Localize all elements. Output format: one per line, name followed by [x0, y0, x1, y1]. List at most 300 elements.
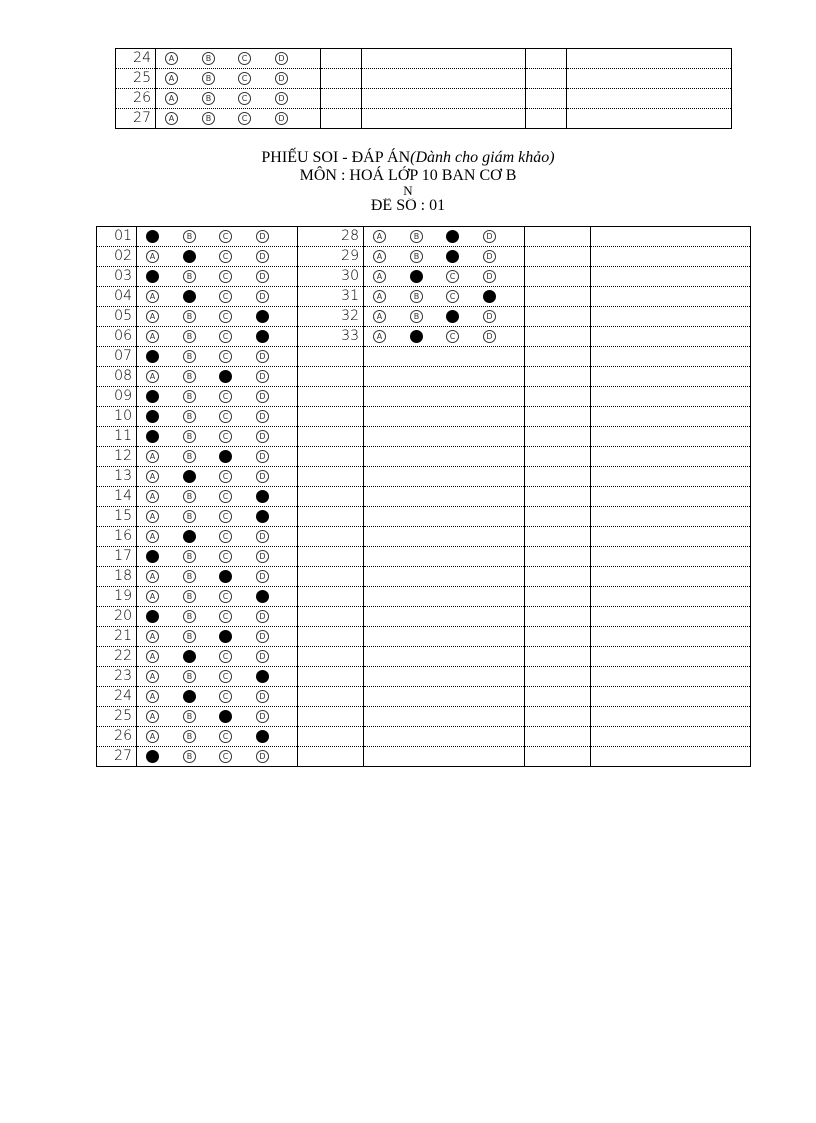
question-number [298, 347, 364, 367]
empty-cell [362, 69, 526, 89]
empty-cell [362, 109, 526, 129]
question-number: 28 [298, 227, 364, 247]
answer-bubble-option: B [410, 310, 423, 323]
answer-bubble-selected [183, 690, 196, 703]
answer-bubble-option: A [146, 470, 159, 483]
answer-bubbles [364, 247, 525, 267]
question-number [298, 687, 364, 707]
answer-bubbles [137, 427, 298, 447]
empty-cell [525, 687, 591, 707]
answer-bubble-option: C [219, 510, 232, 523]
answer-bubble-selected [256, 330, 269, 343]
table-row [97, 267, 751, 287]
answer-bubble-selected [183, 650, 196, 663]
answer-bubbles [137, 507, 298, 527]
answer-bubble-selected [146, 550, 159, 563]
answer-bubble-option: D [256, 430, 269, 443]
answer-bubble-selected [256, 670, 269, 683]
empty-cell [525, 747, 591, 767]
answer-bubble-option: C [219, 690, 232, 703]
table-row [97, 327, 751, 347]
question-number: 07 [97, 347, 137, 367]
empty-cell [591, 267, 751, 287]
answer-bubbles [364, 407, 525, 427]
answer-bubbles [137, 607, 298, 627]
empty-cell [591, 587, 751, 607]
answer-bubble-option: B [202, 72, 215, 85]
answer-bubble-option: B [183, 590, 196, 603]
empty-cell [526, 69, 567, 89]
answer-bubble-option: C [219, 590, 232, 603]
empty-cell [321, 109, 362, 129]
answer-bubbles [137, 707, 298, 727]
answer-bubble-option: D [256, 250, 269, 263]
empty-cell [591, 367, 751, 387]
empty-cell [591, 567, 751, 587]
answer-bubbles [137, 367, 298, 387]
question-number: 12 [97, 447, 137, 467]
answer-bubbles [364, 427, 525, 447]
empty-cell [525, 467, 591, 487]
answer-bubbles [364, 747, 525, 767]
answer-bubble-selected [219, 450, 232, 463]
empty-cell [591, 307, 751, 327]
answer-bubbles [364, 507, 525, 527]
question-number: 26 [116, 89, 156, 109]
answer-bubble-option: A [146, 730, 159, 743]
answer-bubble-option: C [219, 230, 232, 243]
answer-bubble-option: B [183, 750, 196, 763]
answer-bubble-option: D [256, 270, 269, 283]
empty-cell [525, 367, 591, 387]
answer-bubbles [137, 627, 298, 647]
answer-bubble-option: A [146, 650, 159, 663]
question-number: 32 [298, 307, 364, 327]
question-number: 24 [116, 49, 156, 69]
exam-code: ĐỀ SỐ : 01 [370, 198, 446, 212]
question-number [298, 487, 364, 507]
empty-cell [591, 427, 751, 447]
empty-cell [525, 407, 591, 427]
answer-bubbles [137, 567, 298, 587]
answer-bubble-option: D [256, 450, 269, 463]
answer-bubble-selected [219, 710, 232, 723]
question-number [298, 367, 364, 387]
empty-cell [567, 89, 732, 109]
empty-cell [591, 667, 751, 687]
answer-bubble-option: A [146, 310, 159, 323]
empty-cell [525, 387, 591, 407]
question-number [298, 467, 364, 487]
answer-bubble-selected [146, 350, 159, 363]
question-number: 27 [97, 747, 137, 767]
empty-cell [525, 287, 591, 307]
table-row [97, 527, 751, 547]
question-number: 30 [298, 267, 364, 287]
answer-bubble-option: D [483, 310, 496, 323]
answer-bubbles [364, 567, 525, 587]
empty-cell [591, 507, 751, 527]
empty-cell [591, 727, 751, 747]
empty-cell [591, 707, 751, 727]
question-number: 25 [116, 69, 156, 89]
answer-bubbles [364, 367, 525, 387]
empty-cell [525, 587, 591, 607]
answer-bubbles [137, 327, 298, 347]
answer-bubble-option: C [446, 330, 459, 343]
answer-bubble-option: B [183, 570, 196, 583]
answer-bubbles [137, 407, 298, 427]
title-note: (Dành cho giám khảo) [410, 149, 555, 166]
empty-cell [591, 347, 751, 367]
answer-bubble-option: A [373, 310, 386, 323]
answer-bubble-option: D [256, 650, 269, 663]
answer-bubble-option: B [183, 730, 196, 743]
question-number: 09 [97, 387, 137, 407]
table-row [97, 587, 751, 607]
answer-bubble-option: C [219, 610, 232, 623]
answer-bubble-option: C [238, 112, 251, 125]
answer-bubble-option: D [256, 690, 269, 703]
answer-bubble-option: C [219, 550, 232, 563]
question-number: 31 [298, 287, 364, 307]
answer-bubbles [364, 667, 525, 687]
empty-cell [525, 607, 591, 627]
question-number: 10 [97, 407, 137, 427]
empty-cell [591, 687, 751, 707]
answer-bubble-option: A [165, 72, 178, 85]
answer-bubble-option: C [219, 290, 232, 303]
empty-cell [525, 487, 591, 507]
answer-bubbles [364, 287, 525, 307]
empty-cell [526, 49, 567, 69]
answer-bubble-option: B [410, 290, 423, 303]
table-row [97, 467, 751, 487]
question-number: 04 [97, 287, 137, 307]
answer-bubble-option: C [219, 470, 232, 483]
answer-bubble-option: A [146, 690, 159, 703]
answer-bubble-option: D [256, 550, 269, 563]
question-number: 14 [97, 487, 137, 507]
answer-bubble-option: A [373, 270, 386, 283]
answer-bubbles [137, 747, 298, 767]
answer-bubbles [137, 527, 298, 547]
table-row [97, 347, 751, 367]
empty-cell [525, 727, 591, 747]
answer-bubble-option: D [483, 270, 496, 283]
table-row [97, 387, 751, 407]
answer-bubbles [364, 327, 525, 347]
answer-bubbles [364, 727, 525, 747]
answer-bubble-option: C [238, 52, 251, 65]
answer-bubble-option: D [275, 52, 288, 65]
answer-bubble-option: A [373, 290, 386, 303]
table-row [97, 427, 751, 447]
answer-bubbles [137, 347, 298, 367]
answer-bubbles [364, 487, 525, 507]
question-number [298, 447, 364, 467]
sheet-title [0, 150, 816, 166]
answer-bubbles [137, 487, 298, 507]
answer-bubble-option: A [373, 250, 386, 263]
question-number [298, 587, 364, 607]
answer-bubbles [364, 347, 525, 367]
question-number: 33 [298, 327, 364, 347]
question-number [298, 707, 364, 727]
answer-bubbles [137, 587, 298, 607]
top-table-body [116, 49, 732, 129]
empty-cell [591, 527, 751, 547]
table-row [97, 647, 751, 667]
answer-bubble-option: C [219, 390, 232, 403]
empty-cell [591, 747, 751, 767]
empty-cell [525, 227, 591, 247]
question-number: 26 [97, 727, 137, 747]
question-number: 16 [97, 527, 137, 547]
empty-cell [591, 227, 751, 247]
top-answer-table [115, 48, 732, 129]
answer-bubble-option: A [146, 490, 159, 503]
answer-bubbles [364, 687, 525, 707]
empty-cell [362, 49, 526, 69]
answer-bubble-option: D [256, 530, 269, 543]
answer-bubble-option: A [165, 112, 178, 125]
answer-bubble-selected [446, 230, 459, 243]
answer-bubble-option: C [238, 72, 251, 85]
answer-bubble-option: B [183, 550, 196, 563]
question-number [298, 547, 364, 567]
empty-cell [525, 647, 591, 667]
empty-cell [591, 287, 751, 307]
answer-bubbles [137, 287, 298, 307]
empty-cell [525, 427, 591, 447]
answer-bubble-selected [446, 250, 459, 263]
question-number: 03 [97, 267, 137, 287]
answer-bubbles [137, 727, 298, 747]
answer-bubble-option: B [183, 330, 196, 343]
answer-bubble-selected [256, 730, 269, 743]
answer-bubble-selected [146, 270, 159, 283]
answer-bubble-selected [183, 290, 196, 303]
answer-bubble-option: C [219, 410, 232, 423]
empty-cell [321, 89, 362, 109]
answer-bubble-option: B [183, 430, 196, 443]
question-number: 13 [97, 467, 137, 487]
question-number [298, 647, 364, 667]
question-number: 21 [97, 627, 137, 647]
answer-bubble-selected [146, 430, 159, 443]
empty-cell [525, 307, 591, 327]
question-number [298, 627, 364, 647]
answer-bubble-option: B [183, 490, 196, 503]
answer-bubble-option: D [256, 230, 269, 243]
answer-bubble-option: B [183, 310, 196, 323]
answer-bubbles [364, 467, 525, 487]
empty-cell [525, 547, 591, 567]
answer-bubble-selected [183, 250, 196, 263]
answer-bubble-selected [256, 310, 269, 323]
empty-cell [567, 69, 732, 89]
table-row [97, 367, 751, 387]
empty-cell [591, 487, 751, 507]
answer-bubble-option: C [219, 490, 232, 503]
answer-bubble-option: C [219, 270, 232, 283]
table-row [97, 307, 751, 327]
question-number: 02 [97, 247, 137, 267]
answer-bubbles [364, 627, 525, 647]
answer-bubble-option: B [202, 52, 215, 65]
answer-bubbles [364, 587, 525, 607]
answer-bubble-option: B [183, 450, 196, 463]
question-number: 19 [97, 587, 137, 607]
empty-cell [591, 647, 751, 667]
answer-bubble-selected [183, 470, 196, 483]
answer-bubble-option: B [410, 230, 423, 243]
question-number: 15 [97, 507, 137, 527]
question-number: 22 [97, 647, 137, 667]
empty-cell [525, 447, 591, 467]
answer-bubble-option: D [275, 72, 288, 85]
empty-cell [591, 627, 751, 647]
answer-bubble-selected [146, 230, 159, 243]
answer-bubble-option: A [373, 230, 386, 243]
empty-cell [525, 627, 591, 647]
answer-bubble-selected [146, 610, 159, 623]
answer-bubble-option: A [146, 370, 159, 383]
answer-bubble-option: A [146, 250, 159, 263]
empty-cell [525, 527, 591, 547]
answer-bubble-selected [256, 510, 269, 523]
answer-bubble-option: D [256, 630, 269, 643]
table-row [97, 707, 751, 727]
answer-bubble-option: D [256, 290, 269, 303]
answer-bubbles [137, 547, 298, 567]
answer-bubble-option: C [446, 270, 459, 283]
answer-bubble-selected [410, 270, 423, 283]
answer-bubble-selected [219, 570, 232, 583]
answer-bubble-option: D [275, 92, 288, 105]
empty-cell [525, 327, 591, 347]
answer-bubble-selected [183, 530, 196, 543]
answer-bubble-selected [146, 390, 159, 403]
table-row [97, 727, 751, 747]
answer-bubbles [156, 89, 321, 109]
answer-bubbles [364, 607, 525, 627]
question-number: 18 [97, 567, 137, 587]
answer-bubbles [364, 447, 525, 467]
answer-bubble-selected [146, 750, 159, 763]
answer-bubble-option: D [256, 470, 269, 483]
empty-cell [526, 89, 567, 109]
question-number: 11 [97, 427, 137, 447]
answer-bubbles [364, 707, 525, 727]
answer-bubble-option: B [183, 710, 196, 723]
answer-bubble-option: A [146, 570, 159, 583]
answer-bubble-option: D [256, 750, 269, 763]
table-row [97, 247, 751, 267]
answer-bubble-option: B [183, 670, 196, 683]
answer-bubbles [137, 307, 298, 327]
answer-bubble-option: A [146, 450, 159, 463]
answer-bubble-option: D [483, 330, 496, 343]
answer-bubble-option: C [219, 650, 232, 663]
empty-cell [591, 387, 751, 407]
answer-bubble-option: B [202, 92, 215, 105]
question-number [298, 667, 364, 687]
answer-bubble-option: D [256, 390, 269, 403]
question-number [298, 607, 364, 627]
answer-bubble-option: B [183, 390, 196, 403]
empty-cell [591, 327, 751, 347]
answer-bubble-option: A [146, 590, 159, 603]
answer-bubbles [137, 247, 298, 267]
table-row [97, 687, 751, 707]
answer-bubble-option: B [183, 410, 196, 423]
answer-bubble-option: A [165, 92, 178, 105]
table-row [97, 547, 751, 567]
empty-cell [567, 109, 732, 129]
table-row [97, 607, 751, 627]
question-number [298, 527, 364, 547]
empty-cell [525, 567, 591, 587]
table-row [97, 507, 751, 527]
answer-bubble-option: A [146, 330, 159, 343]
answer-bubble-option: A [146, 530, 159, 543]
answer-bubbles [137, 447, 298, 467]
table-row [116, 109, 732, 129]
answer-bubble-option: A [146, 630, 159, 643]
question-number: 25 [97, 707, 137, 727]
answer-bubble-option: C [219, 350, 232, 363]
subject-line: MÔN : HOÁ LỚP 10 BAN CƠ B [299, 167, 517, 184]
answer-bubbles [364, 267, 525, 287]
answer-key-table [96, 226, 751, 767]
question-number: 05 [97, 307, 137, 327]
empty-cell [591, 407, 751, 427]
answer-bubble-option: D [256, 370, 269, 383]
table-row [97, 627, 751, 647]
answer-bubbles [364, 307, 525, 327]
question-number [298, 727, 364, 747]
answer-bubbles [364, 387, 525, 407]
answer-bubbles [137, 467, 298, 487]
empty-cell [362, 89, 526, 109]
answer-bubble-option: C [219, 250, 232, 263]
empty-cell [525, 507, 591, 527]
table-row [97, 667, 751, 687]
question-number: 17 [97, 547, 137, 567]
answer-bubble-selected [146, 410, 159, 423]
table-row [97, 747, 751, 767]
answer-bubble-option: B [183, 270, 196, 283]
answer-bubbles [364, 547, 525, 567]
answer-bubble-option: A [373, 330, 386, 343]
answer-bubble-option: C [219, 730, 232, 743]
empty-cell [525, 667, 591, 687]
question-number: 20 [97, 607, 137, 627]
question-number [298, 507, 364, 527]
empty-cell [321, 49, 362, 69]
answer-bubbles [364, 527, 525, 547]
answer-bubbles [137, 267, 298, 287]
answer-bubble-option: B [183, 630, 196, 643]
answer-bubble-option: C [219, 530, 232, 543]
question-number: 06 [97, 327, 137, 347]
answer-bubble-option: B [183, 370, 196, 383]
answer-bubble-selected [256, 490, 269, 503]
answer-bubble-option: B [410, 250, 423, 263]
table-row [97, 287, 751, 307]
